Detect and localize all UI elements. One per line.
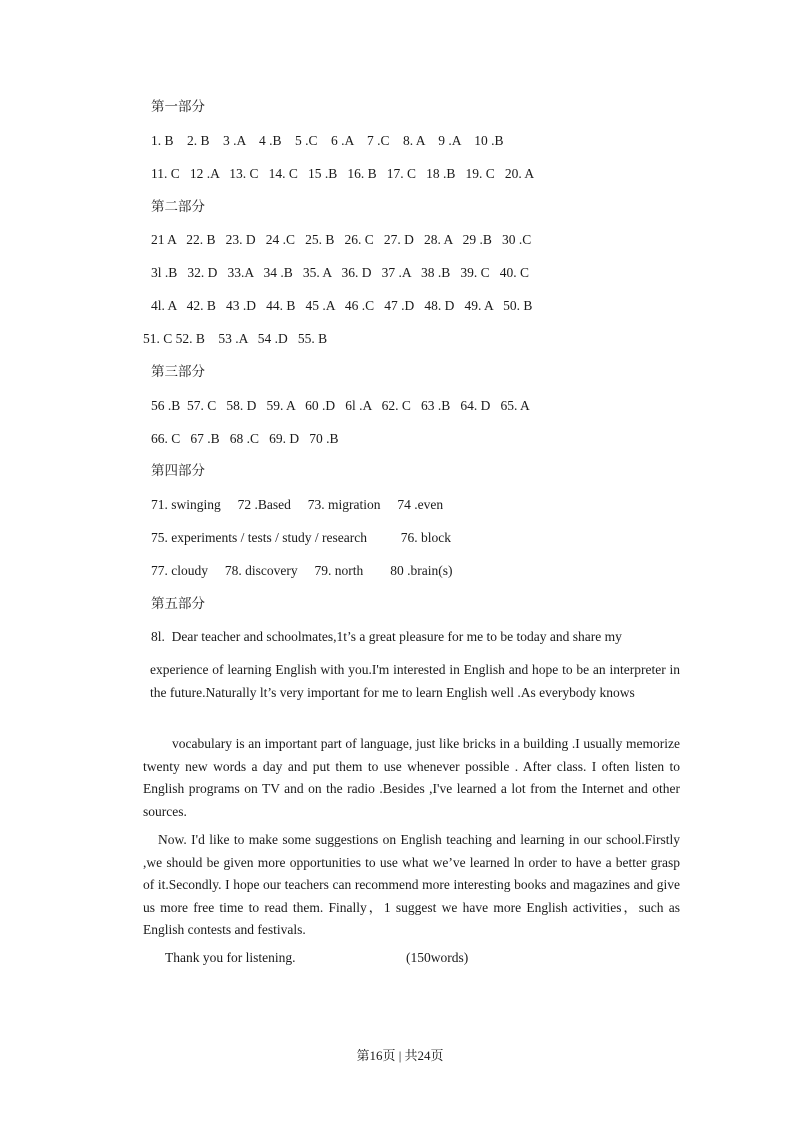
section-2-heading: 第二部分 [151,199,205,214]
word-count: (150words) [406,950,469,965]
answer-row: 3l .B 32. D 33.A 34 .B 35. A 36. D 37 .A 38 .B 39. C 40. C [151,265,530,280]
essay-closing: Thank you for listening. [165,950,296,965]
section-1-heading: 第一部分 [151,99,205,114]
essay-paragraph: Now. I'd like to make some suggestions on English teaching and learning in our school.Firstly ,we should be given more opportunities to use what we’ve learned ln order to have a better grasp of it.Secondly. I hope our teachers can recommend more interesting books and magazines and give us more free time to read them. Finally，1 suggest we have more English activities，such as English contests and festivals. [143,832,680,937]
answer-row: 21 A 22. B 23. D 24 .C 25. B 26. C 27. D 28. A 29 .B 30 .C [151,232,532,247]
essay-first-line: 8l. Dear teacher and schoolmates,1t’s a great pleasure for me to be today and share my [151,629,622,644]
page-footer: 第16页 | 共24页 [356,1048,444,1063]
answer-row: 71. swinging 72 .Based 73. migration 74 .even [151,497,444,512]
answer-row: 51. C 52. B 53 .A 54 .D 55. B [143,331,328,346]
answer-row: 4l. A 42. B 43 .D 44. B 45 .A 46 .C 47 .D 48. D 49. A 50. B [151,298,533,313]
answer-row: 56 .B 57. C 58. D 59. A 60 .D 6l .A 62. C 63 .B 64. D 65. A [151,398,530,413]
section-4-heading: 第四部分 [151,463,205,478]
section-5-heading: 第五部分 [151,596,205,611]
answer-row: 11. C 12 .A 13. C 14. C 15 .B 16. B 17. C 18 .B 19. C 20. A [151,166,535,181]
answer-row: 75. experiments / tests / study / research 76. block [151,530,451,545]
answer-row: 66. C 67 .B 68 .C 69. D 70 .B [151,431,339,446]
essay-paragraph: experience of learning English with you.I'm interested in English and hope to be an interpreter in the future.Naturally lt’s very important for me to learn English well .As everybody knows [150,662,680,700]
answer-row: 77. cloudy 78. discovery 79. north 80 .brain(s) [151,563,453,578]
answer-row: 1. B 2. B 3 .A 4 .B 5 .C 6 .A 7 .C 8. A 9 .A 10 .B [151,133,504,148]
essay-paragraph: vocabulary is an important part of language, just like bricks in a building .I usually memorize twenty new words a day and put them to use whenever possible . After class. I often listen to English programs on TV and on the radio .Besides ,I've learned a lot from the Internet and other sources. [143,736,680,819]
section-3-heading: 第三部分 [151,364,205,379]
